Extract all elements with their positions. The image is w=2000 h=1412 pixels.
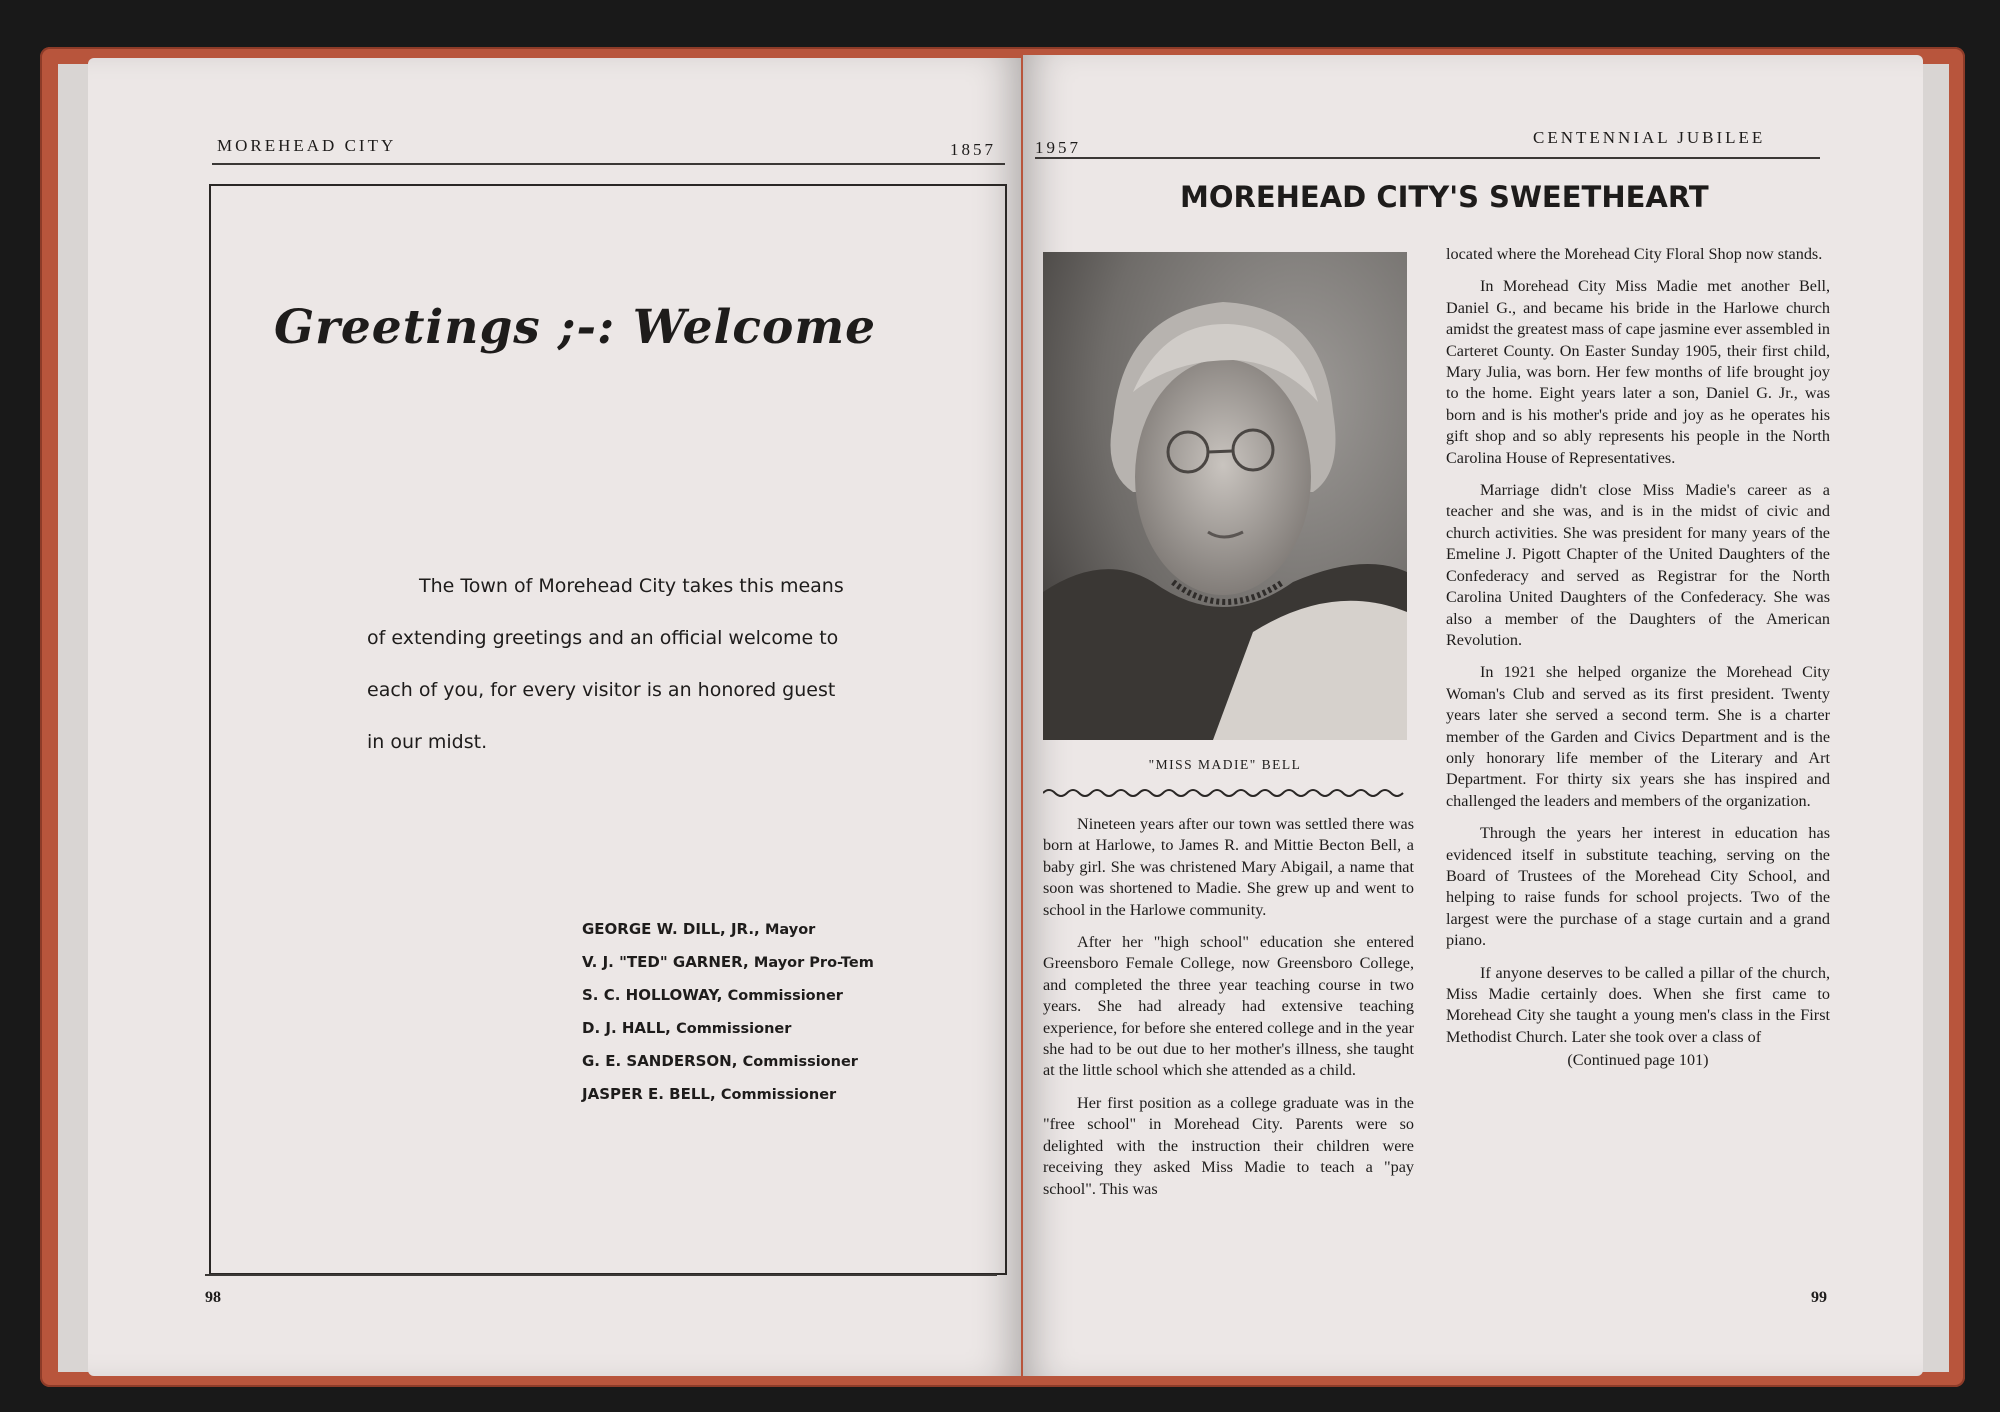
official-role: Commissioner [727, 988, 843, 1004]
right-page-number: 99 [1811, 1289, 1827, 1306]
official-name: JASPER E. BELL, [582, 1085, 716, 1103]
left-running-head: MOREHEAD CITY [217, 136, 397, 155]
right-header-rule [1035, 157, 1820, 159]
official-entry [582, 913, 874, 946]
article-column-2 [1446, 244, 1830, 1072]
left-header-rule [212, 163, 1005, 165]
official-entry [582, 1012, 874, 1045]
official-role: Commissioner [720, 1087, 837, 1103]
official-name: GEORGE W. DILL, JR., [582, 920, 760, 938]
article-column-1 [1043, 814, 1414, 1211]
article-paragraph: After her "high school" education she entered Greensboro Female College, now Greensboro College, and completed the three year teaching course in two years. She had already had extensive teaching experience, for before she entered college and in the year she had to be out due to her mother's illness, she taught at the little school which she attended as a child. [1043, 933, 1414, 1080]
photo-caption: "MISS MADIE" BELL [1148, 757, 1302, 772]
continued-note: (Continued page 101) [1567, 1051, 1709, 1070]
article-title: MOREHEAD CITY'S SWEETHEART [1180, 180, 1709, 214]
right-year: 1957 [1035, 138, 1081, 157]
article-paragraph: If anyone deserves to be called a pillar of the church, Miss Madie certainly does. When she first came to Morehead City she taught a young men's class in the First Methodist Church. Later she took over a class of [1446, 963, 1830, 1046]
welcome-line: The Town of Morehead City takes this means [419, 575, 844, 597]
article-paragraph: Through the years her interest in education has evidenced itself in substitute teaching, serving on the Board of Trustees of the Morehead City School, and helping to raise funds for school projects. Two of the largest were the purchase of a stage curtain and a grand piano. [1446, 824, 1830, 950]
official-entry [582, 1078, 874, 1111]
official-entry [582, 1045, 874, 1078]
article-paragraph: located where the Morehead City Floral Shop now stands. [1446, 245, 1823, 263]
official-entry [582, 946, 874, 979]
official-name: S. C. HOLLOWAY, [582, 986, 723, 1004]
left-page-number: 98 [205, 1289, 221, 1306]
official-name: G. E. SANDERSON, [582, 1052, 738, 1070]
officials-list [582, 913, 874, 1111]
official-role: Commissioner [676, 1021, 792, 1037]
official-name: V. J. "TED" GARNER, [582, 953, 749, 971]
portrait-illustration [1043, 252, 1407, 740]
article-paragraph: Marriage didn't close Miss Madie's career as a teacher and she was, and is in the midst of civic and church activities. She was president for many years of the Emeline J. Pigott Chapter of the United Daughters of the Confederacy and served as Registrar for the North Carolina United Daughters of the Confederacy. She was also a member of the Daughters of the American Revolution. [1446, 481, 1830, 649]
portrait-photo [1043, 252, 1407, 740]
article-paragraph: Her first position as a college graduate was in the "free school" in Morehead City. Parents were so delighted with the instruction their children were receiving they asked Miss Madie to teach a "pay school". This was [1043, 1093, 1414, 1198]
article-paragraph: In 1921 she helped organize the Morehead City Woman's Club and served as its first president. Twenty years later she served a second term. She is a charter member of the Garden and Civics Department and is the only honorary life member of the Literary and Art Department. For thirty six years she has inspired and challenged the leaders and members of the organization. [1446, 663, 1830, 810]
official-entry [582, 979, 874, 1012]
welcome-line: of extending greetings and an official welcome to [367, 627, 839, 649]
frame-shadow-rule [205, 1274, 997, 1276]
right-running-head: CENTENNIAL JUBILEE [1533, 128, 1766, 147]
article-paragraph: In Morehead City Miss Madie met another Bell, Daniel G., and became his bride in the Harlowe church amidst the greatest mass of cape jasmine ever assembled in Carteret County. On Easter Sunday 1905, their first child, Mary Julia, was born. Her few months of life brought joy to the home. Eight years later a son, Daniel G. Jr., was born and is his mother's pride and joy as he operates his gift shop and so ably represents his people in the North Carolina House of Representatives. [1446, 277, 1830, 467]
welcome-line: each of you, for every visitor is an honored guest [367, 679, 836, 701]
greeting-title: Greetings ;-: Welcome [274, 300, 877, 355]
official-name: D. J. HALL, [582, 1019, 671, 1037]
welcome-paragraph [367, 560, 857, 768]
decorative-wave-divider [1043, 786, 1407, 800]
article-paragraph: Nineteen years after our town was settled there was born at Harlowe, to James R. and Mittie Becton Bell, a baby girl. She was christened Mary Abigail, a name that soon was shortened to Madie. She grew up and went to school in the Harlowe community. [1043, 815, 1414, 919]
official-role: Commissioner [742, 1054, 858, 1070]
official-role: Mayor [765, 922, 816, 938]
left-year: 1857 [950, 140, 996, 159]
welcome-line: in our midst. [367, 731, 488, 753]
official-role: Mayor Pro-Tem [753, 955, 874, 971]
left-page-edges [58, 64, 92, 1372]
